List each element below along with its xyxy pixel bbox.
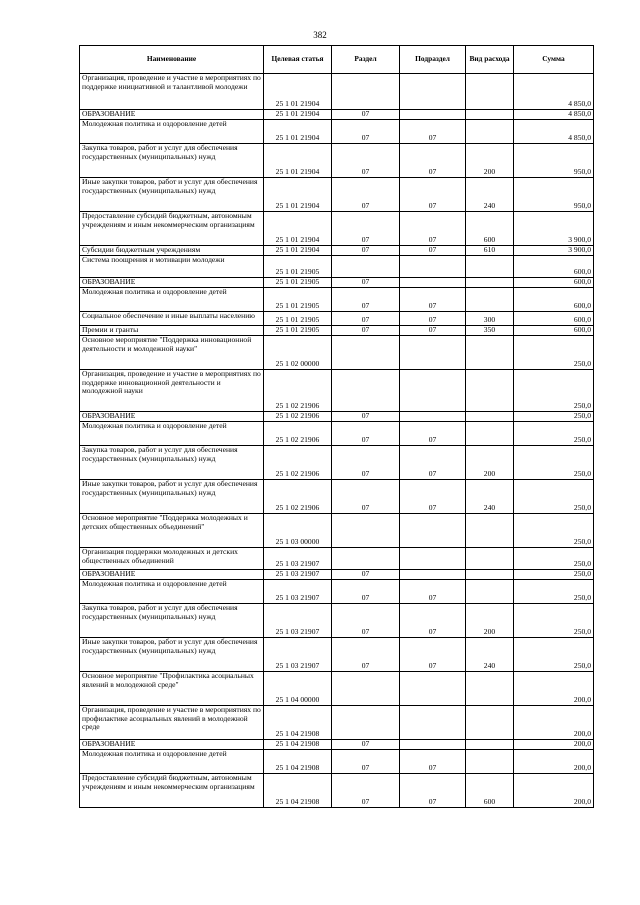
header-target: Целевая статья (264, 46, 332, 74)
row-name: Основное мероприятие "Поддержка молодежных и детских общественных объединений" (80, 514, 264, 548)
table-row (80, 74, 594, 110)
row-name: Предоставление субсидий бюджетным, автономным учреждениям и иным некоммерческим организациям (80, 212, 264, 246)
row-expense-type (466, 740, 514, 750)
row-subsection (400, 370, 466, 412)
row-section (332, 706, 400, 740)
row-subsection: 07 (400, 178, 466, 212)
row-name: Предоставление субсидий бюджетным, автономным учреждениям и иным некоммерческим организациям (80, 774, 264, 808)
row-target: 25 1 03 21907 (264, 638, 332, 672)
row-expense-type (466, 370, 514, 412)
row-expense-type: 350 (466, 326, 514, 336)
budget-table (79, 45, 594, 808)
row-section: 07 (332, 246, 400, 256)
row-name: Организация, проведение и участие в мероприятиях по поддержке инновационной деятельности и молодежной науки (80, 370, 264, 412)
row-subsection: 07 (400, 120, 466, 144)
row-name: Иные закупки товаров, работ и услуг для обеспечения государственных (муниципальных) нужд (80, 178, 264, 212)
row-section: 07 (332, 750, 400, 774)
row-section: 07 (332, 312, 400, 326)
row-expense-type (466, 120, 514, 144)
row-subsection (400, 412, 466, 422)
row-subsection: 07 (400, 422, 466, 446)
row-expense-type: 240 (466, 178, 514, 212)
row-section: 07 (332, 144, 400, 178)
row-name: Основное мероприятие "Поддержка инновационной деятельности и молодежной науки" (80, 336, 264, 370)
row-sum: 600,0 (514, 312, 594, 326)
row-expense-type: 200 (466, 144, 514, 178)
row-sum: 3 900,0 (514, 246, 594, 256)
row-name: Организация поддержки молодежных и детских общественных объединений (80, 548, 264, 570)
table-row (80, 604, 594, 638)
row-sum: 4 850,0 (514, 110, 594, 120)
header-subsection: Подраздел (400, 46, 466, 74)
row-target: 25 1 01 21904 (264, 120, 332, 144)
table-row (80, 480, 594, 514)
table-header-row (80, 46, 594, 74)
row-target: 25 1 01 21905 (264, 278, 332, 288)
row-expense-type: 200 (466, 604, 514, 638)
row-name: Организация, проведение и участие в мероприятиях по поддержке инициативной и талантливой молодежи (80, 74, 264, 110)
row-expense-type: 240 (466, 638, 514, 672)
row-name: Основное мероприятие "Профилактика асоциальных явлений в молодежной среде" (80, 672, 264, 706)
row-name: Молодежная политика и оздоровление детей (80, 580, 264, 604)
table-row (80, 422, 594, 446)
row-name: Молодежная политика и оздоровление детей (80, 288, 264, 312)
row-section (332, 514, 400, 548)
row-sum: 250,0 (514, 638, 594, 672)
row-target: 25 1 01 21905 (264, 326, 332, 336)
row-sum: 250,0 (514, 336, 594, 370)
row-sum: 600,0 (514, 256, 594, 278)
table-row (80, 446, 594, 480)
table-row (80, 774, 594, 808)
row-name: ОБРАЗОВАНИЕ (80, 740, 264, 750)
row-sum: 250,0 (514, 370, 594, 412)
row-section: 07 (332, 604, 400, 638)
row-subsection: 07 (400, 326, 466, 336)
row-subsection: 07 (400, 312, 466, 326)
row-sum: 600,0 (514, 326, 594, 336)
row-subsection: 07 (400, 212, 466, 246)
header-name: Наименование (80, 46, 264, 74)
table-row (80, 144, 594, 178)
row-target: 25 1 04 21908 (264, 706, 332, 740)
row-section (332, 336, 400, 370)
row-section (332, 74, 400, 110)
row-section: 07 (332, 774, 400, 808)
row-sum: 250,0 (514, 422, 594, 446)
row-target: 25 1 01 21904 (264, 144, 332, 178)
row-section (332, 370, 400, 412)
row-target: 25 1 01 21904 (264, 110, 332, 120)
row-section (332, 672, 400, 706)
row-target: 25 1 02 21906 (264, 446, 332, 480)
row-subsection (400, 548, 466, 570)
row-subsection (400, 672, 466, 706)
row-expense-type (466, 256, 514, 278)
row-sum: 950,0 (514, 178, 594, 212)
row-name: Организация, проведение и участие в мероприятиях по профилактике асоциальных явлений в молодежной среде (80, 706, 264, 740)
row-section: 07 (332, 422, 400, 446)
page-number: 382 (313, 30, 327, 40)
row-section: 07 (332, 212, 400, 246)
row-name: Закупка товаров, работ и услуг для обеспечения государственных (муниципальных) нужд (80, 144, 264, 178)
row-expense-type (466, 288, 514, 312)
row-subsection: 07 (400, 580, 466, 604)
row-sum: 3 900,0 (514, 212, 594, 246)
table-row (80, 412, 594, 422)
table-row (80, 288, 594, 312)
row-name: Премии и гранты (80, 326, 264, 336)
row-section: 07 (332, 120, 400, 144)
table-row (80, 548, 594, 570)
table-row (80, 336, 594, 370)
row-subsection: 07 (400, 288, 466, 312)
table-row (80, 278, 594, 288)
row-name: Социальное обеспечение и иные выплаты населению (80, 312, 264, 326)
row-section: 07 (332, 412, 400, 422)
row-name: Молодежная политика и оздоровление детей (80, 422, 264, 446)
row-section: 07 (332, 740, 400, 750)
row-sum: 4 850,0 (514, 120, 594, 144)
row-section: 07 (332, 326, 400, 336)
row-section: 07 (332, 446, 400, 480)
row-target: 25 1 04 21908 (264, 740, 332, 750)
row-sum: 200,0 (514, 672, 594, 706)
row-expense-type (466, 412, 514, 422)
row-name: Закупка товаров, работ и услуг для обеспечения государственных (муниципальных) нужд (80, 446, 264, 480)
row-sum: 250,0 (514, 580, 594, 604)
row-target: 25 1 01 21905 (264, 312, 332, 326)
table-row (80, 580, 594, 604)
row-section: 07 (332, 278, 400, 288)
row-sum: 200,0 (514, 706, 594, 740)
row-expense-type (466, 706, 514, 740)
row-target: 25 1 01 21904 (264, 212, 332, 246)
row-target: 25 1 01 21904 (264, 178, 332, 212)
row-name: Система поощрения и мотивации молодежи (80, 256, 264, 278)
row-section (332, 548, 400, 570)
row-subsection: 07 (400, 750, 466, 774)
table-row (80, 178, 594, 212)
row-subsection: 07 (400, 246, 466, 256)
row-subsection (400, 514, 466, 548)
row-sum: 200,0 (514, 750, 594, 774)
row-name: Иные закупки товаров, работ и услуг для обеспечения государственных (муниципальных) нужд (80, 480, 264, 514)
row-name: Иные закупки товаров, работ и услуг для обеспечения государственных (муниципальных) нужд (80, 638, 264, 672)
row-sum: 250,0 (514, 548, 594, 570)
row-name: ОБРАЗОВАНИЕ (80, 570, 264, 580)
row-target: 25 1 04 00000 (264, 672, 332, 706)
row-target: 25 1 03 21907 (264, 570, 332, 580)
row-sum: 250,0 (514, 480, 594, 514)
table-row (80, 570, 594, 580)
table-row (80, 370, 594, 412)
row-expense-type: 600 (466, 212, 514, 246)
row-target: 25 1 03 00000 (264, 514, 332, 548)
row-expense-type: 200 (466, 446, 514, 480)
row-name: ОБРАЗОВАНИЕ (80, 110, 264, 120)
row-expense-type (466, 750, 514, 774)
table-row (80, 246, 594, 256)
table-row (80, 326, 594, 336)
header-sum: Сумма (514, 46, 594, 74)
header-expense-type: Вид расхода (466, 46, 514, 74)
table-row (80, 706, 594, 740)
row-target: 25 1 02 21906 (264, 412, 332, 422)
header-section: Раздел (332, 46, 400, 74)
row-sum: 950,0 (514, 144, 594, 178)
table-row (80, 256, 594, 278)
row-target: 25 1 01 21904 (264, 74, 332, 110)
row-target: 25 1 01 21905 (264, 288, 332, 312)
row-sum: 250,0 (514, 412, 594, 422)
row-expense-type (466, 672, 514, 706)
row-target: 25 1 03 21907 (264, 580, 332, 604)
row-section: 07 (332, 570, 400, 580)
row-target: 25 1 01 21904 (264, 246, 332, 256)
row-subsection (400, 278, 466, 288)
row-section: 07 (332, 480, 400, 514)
row-expense-type (466, 74, 514, 110)
row-sum: 600,0 (514, 278, 594, 288)
row-subsection (400, 110, 466, 120)
row-subsection (400, 570, 466, 580)
row-sum: 200,0 (514, 740, 594, 750)
row-sum: 600,0 (514, 288, 594, 312)
row-section: 07 (332, 638, 400, 672)
row-target: 25 1 02 21906 (264, 422, 332, 446)
row-target: 25 1 04 21908 (264, 750, 332, 774)
row-sum: 4 850,0 (514, 74, 594, 110)
row-target: 25 1 03 21907 (264, 548, 332, 570)
row-target: 25 1 04 21908 (264, 774, 332, 808)
row-subsection (400, 336, 466, 370)
row-subsection: 07 (400, 774, 466, 808)
row-target: 25 1 01 21905 (264, 256, 332, 278)
row-sum: 250,0 (514, 514, 594, 548)
row-subsection: 07 (400, 480, 466, 514)
row-target: 25 1 03 21907 (264, 604, 332, 638)
row-sum: 250,0 (514, 570, 594, 580)
row-name: Молодежная политика и оздоровление детей (80, 120, 264, 144)
row-name: Субсидии бюджетным учреждениям (80, 246, 264, 256)
row-expense-type (466, 336, 514, 370)
row-expense-type: 300 (466, 312, 514, 326)
row-expense-type (466, 422, 514, 446)
row-subsection (400, 740, 466, 750)
row-name: Закупка товаров, работ и услуг для обеспечения государственных (муниципальных) нужд (80, 604, 264, 638)
table-row (80, 740, 594, 750)
row-expense-type: 240 (466, 480, 514, 514)
row-subsection (400, 74, 466, 110)
row-expense-type: 610 (466, 246, 514, 256)
row-section: 07 (332, 580, 400, 604)
row-subsection: 07 (400, 638, 466, 672)
row-sum: 250,0 (514, 446, 594, 480)
row-expense-type (466, 514, 514, 548)
row-expense-type (466, 570, 514, 580)
row-expense-type: 600 (466, 774, 514, 808)
row-section: 07 (332, 178, 400, 212)
table-row (80, 212, 594, 246)
table-row (80, 750, 594, 774)
row-expense-type (466, 278, 514, 288)
table-row (80, 120, 594, 144)
table-row (80, 110, 594, 120)
row-section (332, 256, 400, 278)
row-subsection (400, 706, 466, 740)
row-subsection (400, 256, 466, 278)
row-sum: 250,0 (514, 604, 594, 638)
row-subsection: 07 (400, 446, 466, 480)
row-subsection: 07 (400, 144, 466, 178)
row-section: 07 (332, 288, 400, 312)
row-name: Молодежная политика и оздоровление детей (80, 750, 264, 774)
row-section: 07 (332, 110, 400, 120)
row-subsection: 07 (400, 604, 466, 638)
row-target: 25 1 02 21906 (264, 480, 332, 514)
table-row (80, 514, 594, 548)
row-target: 25 1 02 00000 (264, 336, 332, 370)
row-name: ОБРАЗОВАНИЕ (80, 412, 264, 422)
table-row (80, 312, 594, 326)
row-sum: 200,0 (514, 774, 594, 808)
row-target: 25 1 02 21906 (264, 370, 332, 412)
row-name: ОБРАЗОВАНИЕ (80, 278, 264, 288)
row-expense-type (466, 548, 514, 570)
row-expense-type (466, 580, 514, 604)
table-row (80, 672, 594, 706)
row-expense-type (466, 110, 514, 120)
table-row (80, 638, 594, 672)
